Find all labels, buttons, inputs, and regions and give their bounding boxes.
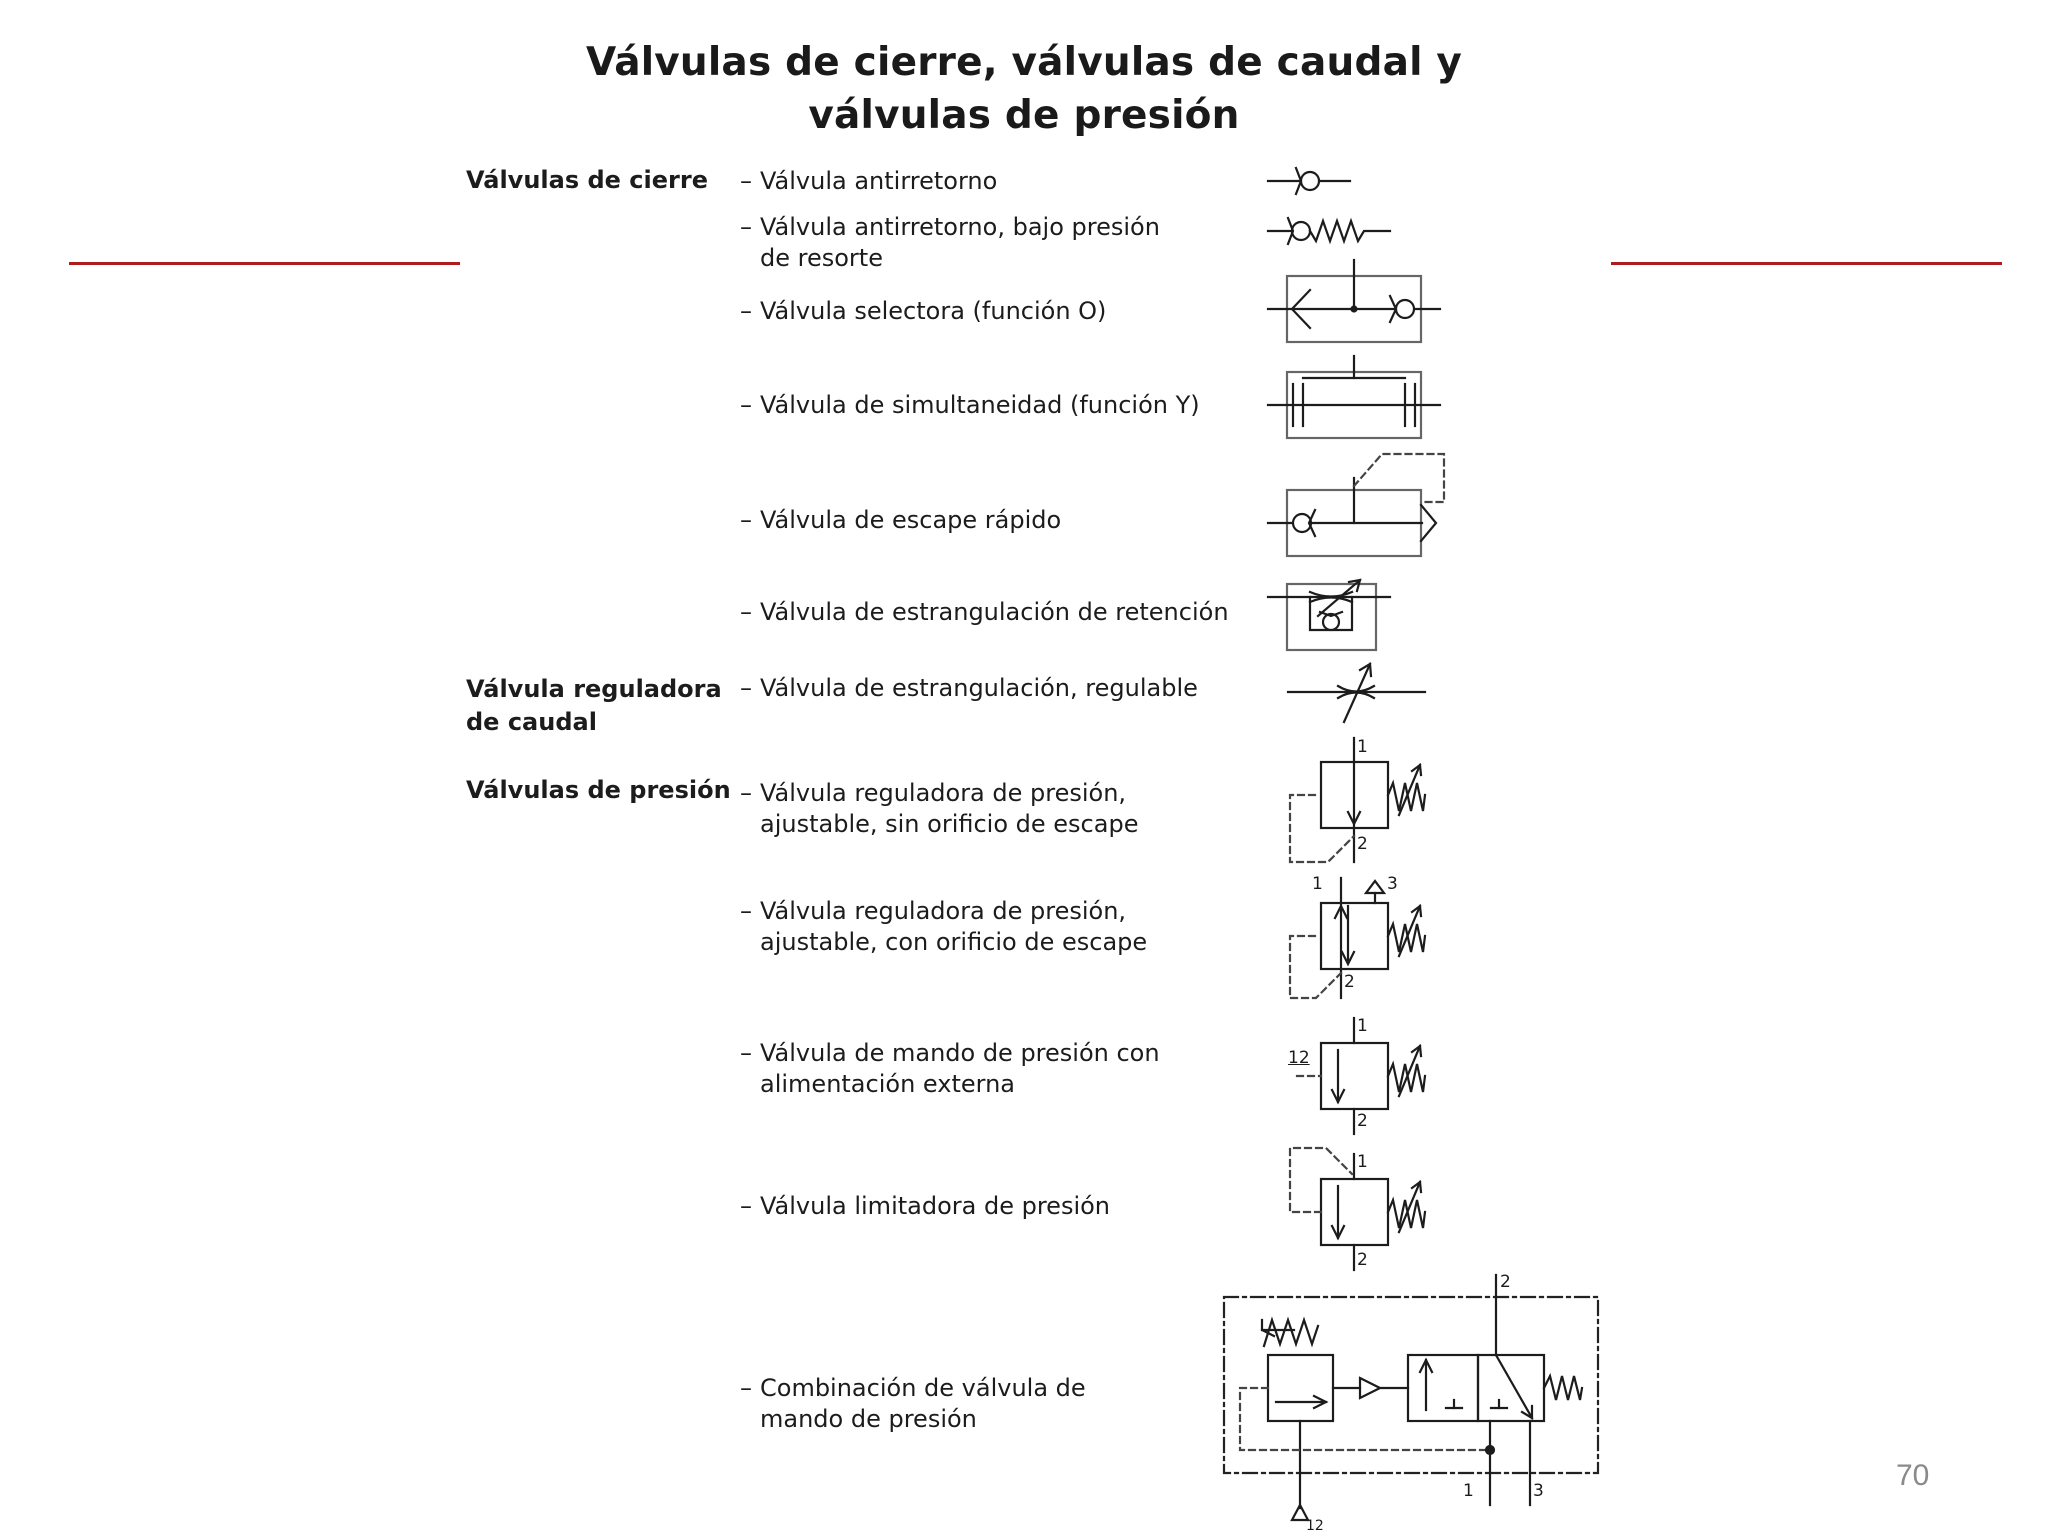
bullet-dash: –: [740, 1039, 752, 1067]
port-label-1: 1: [1312, 874, 1323, 894]
item-label: Válvula antirretorno, bajo presión: [760, 213, 1160, 241]
item-label-line-2: ajustable, con orificio de escape: [760, 928, 1148, 956]
port-label-1: 1: [1463, 1481, 1474, 1501]
port-label-3: 3: [1387, 874, 1398, 894]
bullet-dash: –: [740, 779, 752, 807]
two-pressure-valve-symbol: [1268, 356, 1440, 438]
bullet-dash: –: [740, 1192, 752, 1220]
item-label-line-2: mando de presión: [760, 1405, 977, 1433]
port-label-2: 2: [1357, 834, 1368, 854]
bullet-dash: –: [740, 897, 752, 925]
bullet-dash: –: [740, 167, 752, 195]
bullet-dash: –: [740, 391, 752, 419]
check-valve-symbol: [1268, 168, 1350, 194]
item-label-line-2: de resorte: [760, 244, 883, 272]
item-label-line-2: alimentación externa: [760, 1070, 1015, 1098]
bullet-dash: –: [740, 1374, 752, 1402]
bullet-dash: –: [740, 297, 752, 325]
port-label-2: 2: [1357, 1250, 1368, 1270]
category-caudal-line-2: de caudal: [466, 708, 597, 736]
bullet-dash: –: [740, 598, 752, 626]
item-label: Válvula antirretorno: [760, 167, 998, 195]
item-label: Válvula de mando de presión con: [760, 1039, 1160, 1067]
port-label-12: 12: [1288, 1048, 1310, 1068]
port-label-2: 2: [1344, 972, 1355, 992]
port-label-1: 1: [1357, 737, 1368, 757]
item-label: Válvula limitadora de presión: [760, 1192, 1111, 1220]
page-number: 70: [1896, 1459, 1930, 1492]
item-label: Válvula reguladora de presión,: [760, 897, 1127, 925]
item-label: Válvula reguladora de presión,: [760, 779, 1127, 807]
one-way-flow-control-symbol: [1268, 580, 1390, 650]
port-label-1: 1: [1357, 1152, 1368, 1172]
slide-title-line-2: válvulas de presión: [808, 93, 1240, 138]
bullet-dash: –: [740, 213, 752, 241]
quick-exhaust-valve-symbol: [1268, 454, 1444, 556]
item-label-line-2: ajustable, sin orificio de escape: [760, 810, 1139, 838]
spring-check-valve-symbol: [1268, 218, 1390, 244]
item-label: Válvula de estrangulación, regulable: [760, 674, 1198, 702]
port-label-3: 3: [1533, 1481, 1544, 1501]
item-label: Válvula de simultaneidad (función Y): [760, 391, 1200, 419]
bullet-dash: –: [740, 506, 752, 534]
category-presion: Válvulas de presión: [466, 776, 731, 804]
bullet-dash: –: [740, 674, 752, 702]
shuttle-valve-symbol: [1268, 260, 1440, 342]
item-label: Válvula de estrangulación de retención: [760, 598, 1229, 626]
pressure-regulator-exhaust-symbol: [1290, 878, 1425, 998]
slide-title-line-1: Válvulas de cierre, válvulas de caudal y: [585, 40, 1463, 85]
category-caudal-line-1: Válvula reguladora: [466, 675, 722, 703]
item-label: Válvula selectora (función O): [760, 297, 1107, 325]
port-label-2: 2: [1500, 1272, 1511, 1292]
port-label-1: 1: [1357, 1016, 1368, 1036]
port-label-12: 12: [1306, 1518, 1324, 1534]
adjustable-throttle-symbol: [1288, 664, 1425, 722]
port-label-2: 2: [1357, 1111, 1368, 1131]
item-label: Combinación de válvula de: [760, 1374, 1086, 1402]
category-cierre: Válvulas de cierre: [466, 166, 708, 194]
item-label: Válvula de escape rápido: [760, 506, 1062, 534]
